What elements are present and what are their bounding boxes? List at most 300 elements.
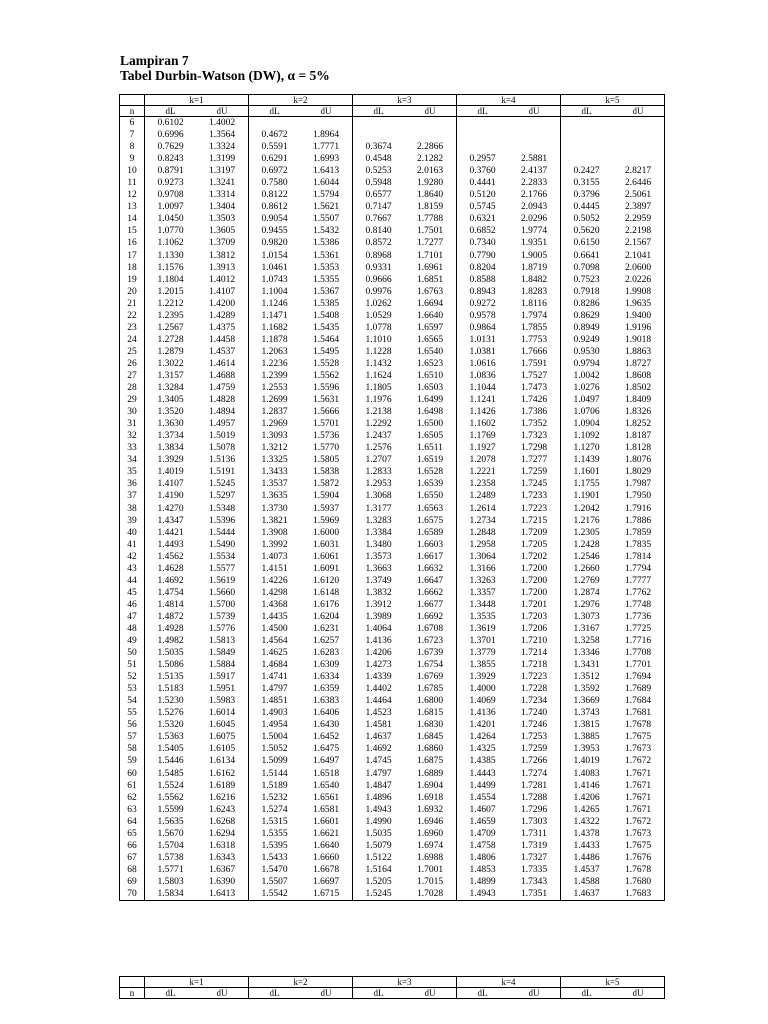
du-cell: 1.7678	[612, 719, 665, 731]
table-row	[120, 262, 665, 274]
dl-cell: 1.4339	[353, 671, 405, 683]
dl-cell: 1.3537	[249, 478, 301, 490]
n-cell: 32	[120, 430, 145, 442]
footer-k-label: k=2	[249, 977, 353, 988]
du-cell: 1.5983	[196, 695, 249, 707]
dl-cell: 1.0616	[457, 358, 509, 370]
du-cell: 1.5577	[196, 563, 249, 575]
du-cell: 1.4458	[196, 334, 249, 346]
dl-cell: 1.2015	[145, 286, 197, 298]
dl-cell: 1.3743	[561, 707, 613, 719]
dl-cell: 1.4554	[457, 792, 509, 804]
dl-cell: 0.6150	[561, 237, 613, 249]
du-cell: 1.6452	[300, 731, 353, 743]
dl-cell: 1.4273	[353, 659, 405, 671]
du-cell: 1.5700	[196, 599, 249, 611]
du-cell: 1.5348	[196, 503, 249, 515]
footer-corner-cell	[120, 977, 145, 988]
du-cell: 1.4289	[196, 310, 249, 322]
du-cell: 1.5367	[300, 286, 353, 298]
du-cell: 1.7678	[612, 864, 665, 876]
header-dl-label: dL	[249, 106, 301, 117]
du-cell: 1.6498	[404, 406, 457, 418]
du-cell: 1.6499	[404, 394, 457, 406]
du-cell: 1.6044	[300, 177, 353, 189]
du-cell: 1.7277	[508, 454, 561, 466]
table-row	[120, 225, 665, 237]
dl-cell: 0.8612	[249, 201, 301, 213]
du-cell: 1.7281	[508, 780, 561, 792]
table-row	[120, 250, 665, 262]
header-k-label: k=5	[561, 95, 665, 106]
du-cell: 1.8128	[612, 442, 665, 454]
dl-cell: 1.1270	[561, 442, 613, 454]
n-cell: 56	[120, 719, 145, 731]
dl-cell	[561, 153, 613, 165]
du-cell: 2.0163	[404, 165, 457, 177]
table-row	[120, 816, 665, 828]
n-cell: 64	[120, 816, 145, 828]
dl-cell: 1.3212	[249, 442, 301, 454]
dl-cell: 1.4982	[145, 635, 197, 647]
dl-cell: 1.3166	[457, 563, 509, 575]
du-cell: 1.6539	[404, 478, 457, 490]
du-cell: 1.6621	[300, 828, 353, 840]
du-cell: 1.7246	[508, 719, 561, 731]
dl-cell: 1.3749	[353, 575, 405, 587]
dl-cell: 0.9455	[249, 225, 301, 237]
header-du-label: dU	[404, 106, 457, 117]
du-cell: 1.7352	[508, 418, 561, 430]
du-cell: 1.6540	[404, 346, 457, 358]
du-cell: 1.6617	[404, 551, 457, 563]
table-row	[120, 828, 665, 840]
du-cell: 1.8863	[612, 346, 665, 358]
dl-cell: 1.1044	[457, 382, 509, 394]
du-cell: 1.7288	[508, 792, 561, 804]
du-cell: 1.7501	[404, 225, 457, 237]
du-cell: 1.6640	[300, 840, 353, 852]
dl-cell: 1.0778	[353, 322, 405, 334]
title-block	[120, 53, 330, 83]
dl-cell: 0.9794	[561, 358, 613, 370]
dl-cell: 1.3779	[457, 647, 509, 659]
du-cell: 1.6589	[404, 527, 457, 539]
table-row	[120, 671, 665, 683]
du-cell: 1.6162	[196, 768, 249, 780]
dl-cell: 1.3832	[353, 587, 405, 599]
table-row	[120, 334, 665, 346]
dl-cell: 0.7918	[561, 286, 613, 298]
dl-cell: 0.8949	[561, 322, 613, 334]
dl-cell: 1.1804	[145, 274, 197, 286]
du-cell: 1.5736	[300, 430, 353, 442]
dl-cell: 1.5485	[145, 768, 197, 780]
du-cell: 2.2866	[404, 141, 457, 153]
du-cell: 1.9005	[508, 250, 561, 262]
du-cell: 1.4002	[196, 117, 249, 130]
du-cell: 1.7886	[612, 515, 665, 527]
dl-cell: 1.1432	[353, 358, 405, 370]
du-cell: 1.7303	[508, 816, 561, 828]
du-cell: 1.7274	[508, 768, 561, 780]
dl-cell: 1.0770	[145, 225, 197, 237]
n-cell: 24	[120, 334, 145, 346]
table-row	[120, 635, 665, 647]
dl-cell: 1.1062	[145, 237, 197, 249]
du-cell: 1.7771	[300, 141, 353, 153]
du-cell: 1.5884	[196, 659, 249, 671]
table-row	[120, 539, 665, 551]
dl-cell: 1.0904	[561, 418, 613, 430]
dl-cell: 1.2874	[561, 587, 613, 599]
dl-cell: 0.8791	[145, 165, 197, 177]
dl-cell: 1.5135	[145, 671, 197, 683]
dl-cell: 1.1471	[249, 310, 301, 322]
du-cell: 1.6875	[404, 755, 457, 767]
dl-cell: 1.5446	[145, 755, 197, 767]
du-cell: 1.5444	[196, 527, 249, 539]
du-cell: 1.6830	[404, 719, 457, 731]
dl-cell: 1.3346	[561, 647, 613, 659]
footer-du-label: dU	[196, 988, 249, 999]
du-cell: 1.6708	[404, 623, 457, 635]
du-cell: 1.5245	[196, 478, 249, 490]
dl-cell: 1.4270	[145, 503, 197, 515]
table-row	[120, 768, 665, 780]
du-cell: 1.8608	[612, 370, 665, 382]
table-row	[120, 129, 665, 141]
footer-k-label: k=3	[353, 977, 457, 988]
table-row	[120, 358, 665, 370]
dl-cell: 1.3885	[561, 731, 613, 743]
du-cell: 1.6268	[196, 816, 249, 828]
du-cell: 1.6581	[300, 804, 353, 816]
dl-cell: 1.2428	[561, 539, 613, 551]
dl-cell: 0.5052	[561, 213, 613, 225]
du-cell: 1.6662	[404, 587, 457, 599]
du-cell	[300, 117, 353, 130]
du-cell: 1.7675	[612, 731, 665, 743]
du-cell: 1.6413	[196, 888, 249, 901]
table-row	[120, 623, 665, 635]
du-cell: 1.8116	[508, 298, 561, 310]
du-cell: 1.5596	[300, 382, 353, 394]
dl-cell: 1.3815	[561, 719, 613, 731]
dl-cell: 1.3573	[353, 551, 405, 563]
du-cell: 1.7950	[612, 490, 665, 502]
dl-cell: 1.3535	[457, 611, 509, 623]
du-cell: 1.5701	[300, 418, 353, 430]
header-du-label: dU	[196, 106, 249, 117]
du-cell: 1.6918	[404, 792, 457, 804]
du-cell: 1.7323	[508, 430, 561, 442]
dl-cell: 1.4069	[457, 695, 509, 707]
table-row	[120, 876, 665, 888]
dl-cell: 1.2848	[457, 527, 509, 539]
dl-cell: 0.5253	[353, 165, 405, 177]
n-cell: 21	[120, 298, 145, 310]
dl-cell: 1.3258	[561, 635, 613, 647]
du-cell: 1.5619	[196, 575, 249, 587]
du-cell: 2.1567	[612, 237, 665, 249]
du-cell: 1.6523	[404, 358, 457, 370]
dl-cell: 1.2699	[249, 394, 301, 406]
n-cell: 11	[120, 177, 145, 189]
du-cell: 2.4137	[508, 165, 561, 177]
du-cell: 1.7671	[612, 768, 665, 780]
dl-cell: 1.3064	[457, 551, 509, 563]
header-dl-label: dL	[561, 106, 613, 117]
du-cell: 1.7671	[612, 780, 665, 792]
du-cell: 1.7253	[508, 731, 561, 743]
du-cell: 1.5937	[300, 503, 353, 515]
header-k-header-row	[120, 95, 665, 106]
dl-cell: 1.5079	[353, 840, 405, 852]
table-row	[120, 840, 665, 852]
du-cell: 1.6601	[300, 816, 353, 828]
dl-cell: 1.1228	[353, 346, 405, 358]
du-cell: 1.5355	[300, 274, 353, 286]
dl-cell: 1.3834	[145, 442, 197, 454]
du-cell: 1.6014	[196, 707, 249, 719]
dl-cell: 1.3283	[353, 515, 405, 527]
dl-cell: 1.3384	[353, 527, 405, 539]
du-cell: 1.6383	[300, 695, 353, 707]
dl-cell: 1.1682	[249, 322, 301, 334]
dl-cell: 1.3701	[457, 635, 509, 647]
du-cell: 1.5534	[196, 551, 249, 563]
dl-cell: 0.6577	[353, 189, 405, 201]
du-cell: 1.3812	[196, 250, 249, 262]
n-cell: 61	[120, 780, 145, 792]
dl-cell: 1.3929	[457, 671, 509, 683]
table-row	[120, 117, 665, 130]
dl-cell: 1.5004	[249, 731, 301, 743]
du-cell: 1.6105	[196, 743, 249, 755]
du-cell	[508, 117, 561, 130]
dl-cell: 1.4206	[353, 647, 405, 659]
dl-cell: 1.2567	[145, 322, 197, 334]
du-cell: 1.6518	[300, 768, 353, 780]
dl-cell: 1.5245	[353, 888, 405, 901]
n-cell: 14	[120, 213, 145, 225]
dl-cell: 1.5562	[145, 792, 197, 804]
du-cell: 1.9196	[612, 322, 665, 334]
du-cell: 1.5386	[300, 237, 353, 249]
dl-cell: 0.7629	[145, 141, 197, 153]
du-cell: 1.6851	[404, 274, 457, 286]
dl-cell: 1.1426	[457, 406, 509, 418]
n-cell: 28	[120, 382, 145, 394]
du-cell: 1.6739	[404, 647, 457, 659]
dl-cell: 1.5276	[145, 707, 197, 719]
du-cell: 1.3404	[196, 201, 249, 213]
dl-cell: 1.2395	[145, 310, 197, 322]
du-cell: 1.6754	[404, 659, 457, 671]
du-cell: 1.6769	[404, 671, 457, 683]
du-cell: 1.7859	[612, 527, 665, 539]
du-cell: 1.5904	[300, 490, 353, 502]
n-cell: 15	[120, 225, 145, 237]
du-cell: 1.5805	[300, 454, 353, 466]
dl-cell: 1.3592	[561, 683, 613, 695]
du-cell: 1.7762	[612, 587, 665, 599]
table-row	[120, 527, 665, 539]
dl-cell: 1.5704	[145, 840, 197, 852]
du-cell: 1.5385	[300, 298, 353, 310]
dl-cell: 1.4659	[457, 816, 509, 828]
n-cell: 25	[120, 346, 145, 358]
du-cell	[612, 153, 665, 165]
dl-cell: 1.5542	[249, 888, 301, 901]
dl-cell: 0.8140	[353, 225, 405, 237]
du-cell: 1.4759	[196, 382, 249, 394]
du-cell: 1.7788	[404, 213, 457, 225]
dl-cell: 1.3912	[353, 599, 405, 611]
du-cell: 1.6845	[404, 731, 457, 743]
dl-cell: 1.4325	[457, 743, 509, 755]
dl-cell: 0.6852	[457, 225, 509, 237]
n-cell: 48	[120, 623, 145, 635]
du-cell: 1.6603	[404, 539, 457, 551]
du-cell: 1.6176	[300, 599, 353, 611]
du-cell: 1.8159	[404, 201, 457, 213]
dl-cell: 1.1602	[457, 418, 509, 430]
du-cell: 1.9018	[612, 334, 665, 346]
table-row	[120, 394, 665, 406]
du-cell: 1.8409	[612, 394, 665, 406]
du-cell: 1.5660	[196, 587, 249, 599]
du-cell: 1.5464	[300, 334, 353, 346]
table-row	[120, 213, 665, 225]
dl-cell: 0.7523	[561, 274, 613, 286]
du-cell: 1.6406	[300, 707, 353, 719]
du-cell: 1.4957	[196, 418, 249, 430]
dl-cell	[353, 117, 405, 130]
du-cell: 1.7327	[508, 852, 561, 864]
footer-subheader-row	[120, 988, 665, 999]
dl-cell: 1.0262	[353, 298, 405, 310]
dl-cell: 1.5035	[145, 647, 197, 659]
table-row	[120, 370, 665, 382]
du-cell: 1.5631	[300, 394, 353, 406]
dl-cell: 0.7340	[457, 237, 509, 249]
du-cell: 1.8187	[612, 430, 665, 442]
du-cell: 1.7259	[508, 743, 561, 755]
header-dl-label: dL	[353, 106, 405, 117]
dl-cell: 1.5363	[145, 731, 197, 743]
du-cell: 1.7681	[612, 707, 665, 719]
du-cell: 1.7386	[508, 406, 561, 418]
du-cell: 1.7689	[612, 683, 665, 695]
dl-cell: 1.2728	[145, 334, 197, 346]
n-cell: 52	[120, 671, 145, 683]
du-cell: 1.8283	[508, 286, 561, 298]
dl-cell: 0.9708	[145, 189, 197, 201]
dl-cell: 1.4847	[353, 780, 405, 792]
table-row	[120, 430, 665, 442]
dl-cell: 1.5405	[145, 743, 197, 755]
dl-cell: 1.1241	[457, 394, 509, 406]
dl-cell: 1.1576	[145, 262, 197, 274]
durbin-watson-table	[119, 94, 665, 901]
du-cell: 1.7671	[612, 792, 665, 804]
du-cell: 1.7675	[612, 840, 665, 852]
dl-cell: 1.2176	[561, 515, 613, 527]
dl-cell: 1.5320	[145, 719, 197, 731]
dl-cell: 0.6641	[561, 250, 613, 262]
n-cell: 34	[120, 454, 145, 466]
du-cell: 1.5969	[300, 515, 353, 527]
du-cell: 1.6550	[404, 490, 457, 502]
du-cell	[612, 117, 665, 130]
du-cell: 1.6993	[300, 153, 353, 165]
dl-cell: 1.4943	[353, 804, 405, 816]
table-row	[120, 755, 665, 767]
du-cell: 1.6860	[404, 743, 457, 755]
dl-cell: 1.3821	[249, 515, 301, 527]
du-cell: 1.7835	[612, 539, 665, 551]
du-cell: 1.7266	[508, 755, 561, 767]
du-cell: 1.4688	[196, 370, 249, 382]
du-cell: 2.0600	[612, 262, 665, 274]
dl-cell: 1.4637	[561, 888, 613, 901]
dl-cell: 0.9272	[457, 298, 509, 310]
du-cell: 1.9280	[404, 177, 457, 189]
header-k-label: k=1	[145, 95, 249, 106]
du-cell: 1.8502	[612, 382, 665, 394]
dl-cell: 1.3953	[561, 743, 613, 755]
du-cell: 1.6692	[404, 611, 457, 623]
dl-cell: 1.2660	[561, 563, 613, 575]
du-cell: 2.1282	[404, 153, 457, 165]
du-cell: 1.6904	[404, 780, 457, 792]
document-title: Lampiran 7	[120, 53, 189, 68]
dl-cell: 1.5470	[249, 864, 301, 876]
du-cell: 1.7672	[612, 816, 665, 828]
du-cell: 1.3199	[196, 153, 249, 165]
dl-cell: 0.9249	[561, 334, 613, 346]
du-cell: 1.7527	[508, 370, 561, 382]
dl-cell: 1.1976	[353, 394, 405, 406]
du-cell: 1.4012	[196, 274, 249, 286]
dl-cell: 1.0461	[249, 262, 301, 274]
dl-cell	[561, 129, 613, 141]
dl-cell: 1.5355	[249, 828, 301, 840]
du-cell: 1.7259	[508, 466, 561, 478]
n-cell: 57	[120, 731, 145, 743]
n-cell: 29	[120, 394, 145, 406]
du-cell: 1.7228	[508, 683, 561, 695]
dl-cell: 1.2969	[249, 418, 301, 430]
n-cell: 9	[120, 153, 145, 165]
du-cell: 1.3913	[196, 262, 249, 274]
dl-cell: 1.4146	[561, 780, 613, 792]
n-cell: 58	[120, 743, 145, 755]
dl-cell: 1.4745	[353, 755, 405, 767]
du-cell: 1.9635	[612, 298, 665, 310]
du-cell: 1.6294	[196, 828, 249, 840]
dl-cell: 1.4019	[561, 755, 613, 767]
dl-cell: 1.2553	[249, 382, 301, 394]
dl-cell: 1.3635	[249, 490, 301, 502]
du-cell: 1.6632	[404, 563, 457, 575]
dl-cell: 0.8588	[457, 274, 509, 286]
du-cell: 1.9400	[612, 310, 665, 322]
du-cell: 1.7200	[508, 575, 561, 587]
n-cell: 35	[120, 466, 145, 478]
